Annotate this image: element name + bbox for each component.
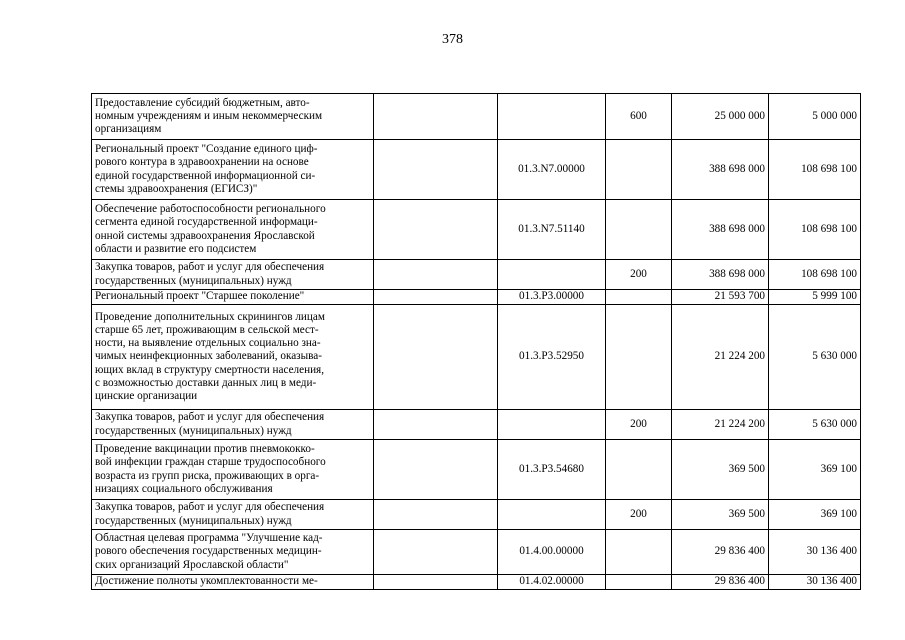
row-code-cell: 01.3.P3.52950 — [498, 305, 606, 410]
row-name-cell: Проведение дополнительных скринингов лицам старше 65 лет, проживающим в сельской мест- ности, на выявление отдельных социально зна- чимых неинфекционных заболеваний, оказыва- ющих вклад в структуру смертности населения, с возможностью доставки данных лиц в меди- цинские организации — [92, 305, 374, 410]
row-type-cell — [606, 200, 672, 260]
row-empty-cell — [374, 440, 498, 500]
row-type-cell: 200 — [606, 500, 672, 530]
row-value2-cell: 5 999 100 — [769, 290, 861, 305]
row-name-cell: Региональный проект "Создание единого циф- рового контура в здравоохранении на основе единой государственной информационной си- стемы здравоохранения (ЕГИСЗ)" — [92, 140, 374, 200]
table-row — [92, 305, 861, 410]
row-code-cell: 01.3.P3.54680 — [498, 440, 606, 500]
row-type-cell: 200 — [606, 410, 672, 440]
row-value1-cell: 388 698 000 — [672, 140, 769, 200]
row-value2-cell: 108 698 100 — [769, 260, 861, 290]
table-row — [92, 530, 861, 575]
row-code-cell — [498, 410, 606, 440]
row-name-cell: Предоставление субсидий бюджетным, авто- номным учреждениям и иным некоммерческим организациям — [92, 94, 374, 140]
row-type-cell — [606, 440, 672, 500]
table-row — [92, 200, 861, 260]
row-type-cell: 600 — [606, 94, 672, 140]
row-name-cell: Закупка товаров, работ и услуг для обеспечения государственных (муниципальных) нужд — [92, 260, 374, 290]
row-value2-cell: 5 000 000 — [769, 94, 861, 140]
row-code-cell: 01.3.N7.00000 — [498, 140, 606, 200]
row-value2-cell: 369 100 — [769, 440, 861, 500]
row-empty-cell — [374, 290, 498, 305]
row-empty-cell — [374, 410, 498, 440]
row-name-cell: Обеспечение работоспособности регионального сегмента единой государственной информаци- онной системы здравоохранения Ярославской области и развитие его подсистем — [92, 200, 374, 260]
row-code-cell: 01.4.00.00000 — [498, 530, 606, 575]
row-value2-cell: 108 698 100 — [769, 200, 861, 260]
row-name-cell: Закупка товаров, работ и услуг для обеспечения государственных (муниципальных) нужд — [92, 410, 374, 440]
row-value1-cell: 25 000 000 — [672, 94, 769, 140]
table-row — [92, 575, 861, 590]
row-type-cell — [606, 290, 672, 305]
row-value2-cell: 30 136 400 — [769, 575, 861, 590]
row-value1-cell: 21 593 700 — [672, 290, 769, 305]
table-row — [92, 410, 861, 440]
row-value1-cell: 388 698 000 — [672, 200, 769, 260]
row-code-cell: 01.4.02.00000 — [498, 575, 606, 590]
row-type-cell — [606, 575, 672, 590]
row-code-cell — [498, 260, 606, 290]
row-value2-cell: 30 136 400 — [769, 530, 861, 575]
row-name-cell: Проведение вакцинации против пневмококко- вой инфекции граждан старше трудоспособного возраста из групп риска, проживающих в орга- низациях социального обслуживания — [92, 440, 374, 500]
row-value1-cell: 388 698 000 — [672, 260, 769, 290]
row-code-cell — [498, 94, 606, 140]
row-value2-cell: 5 630 000 — [769, 305, 861, 410]
table-row — [92, 290, 861, 305]
table-row — [92, 260, 861, 290]
row-value1-cell: 29 836 400 — [672, 575, 769, 590]
row-value2-cell: 108 698 100 — [769, 140, 861, 200]
row-code-cell: 01.3.P3.00000 — [498, 290, 606, 305]
row-empty-cell — [374, 575, 498, 590]
row-empty-cell — [374, 94, 498, 140]
row-code-cell: 01.3.N7.51140 — [498, 200, 606, 260]
row-value1-cell: 21 224 200 — [672, 305, 769, 410]
row-name-cell: Закупка товаров, работ и услуг для обеспечения государственных (муниципальных) нужд — [92, 500, 374, 530]
page-number: 378 — [442, 32, 463, 47]
table-row — [92, 140, 861, 200]
row-value1-cell: 21 224 200 — [672, 410, 769, 440]
row-type-cell — [606, 305, 672, 410]
row-empty-cell — [374, 140, 498, 200]
row-value1-cell: 369 500 — [672, 500, 769, 530]
row-type-cell — [606, 530, 672, 575]
table-row — [92, 500, 861, 530]
row-code-cell — [498, 500, 606, 530]
row-value2-cell: 369 100 — [769, 500, 861, 530]
row-name-cell: Достижение полноты укомплектованности ме- — [92, 575, 374, 590]
budget-table — [91, 93, 861, 590]
row-name-cell: Региональный проект "Старшее поколение" — [92, 290, 374, 305]
row-name-cell: Областная целевая программа "Улучшение кад- рового обеспечения государственных медицин- ских организаций Ярославской области" — [92, 530, 374, 575]
row-value1-cell: 29 836 400 — [672, 530, 769, 575]
row-value1-cell: 369 500 — [672, 440, 769, 500]
row-value2-cell: 5 630 000 — [769, 410, 861, 440]
table-row — [92, 94, 861, 140]
table-row — [92, 440, 861, 500]
row-empty-cell — [374, 200, 498, 260]
row-empty-cell — [374, 260, 498, 290]
budget-table-body — [92, 94, 861, 590]
row-empty-cell — [374, 500, 498, 530]
row-type-cell: 200 — [606, 260, 672, 290]
row-type-cell — [606, 140, 672, 200]
row-empty-cell — [374, 530, 498, 575]
row-empty-cell — [374, 305, 498, 410]
